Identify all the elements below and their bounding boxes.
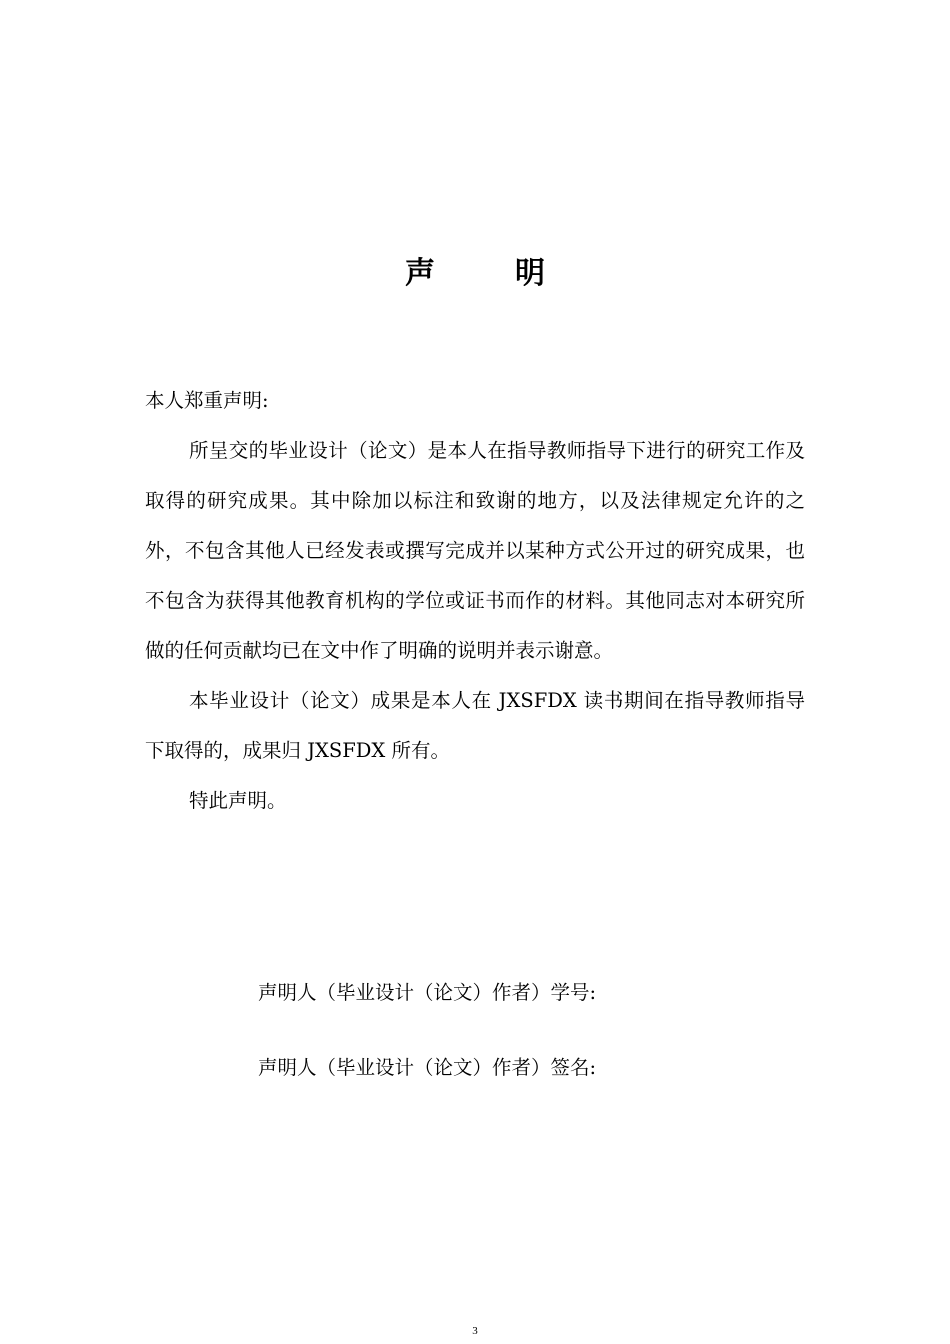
declaration-paragraph-2: 本毕业设计（论文）成果是本人在 JXSFDX 读书期间在指导教师指导下取得的，成果归 JXSFDX 所有。 (145, 689, 805, 762)
signature-label: 声明人（毕业设计（论文）作者）签名: (258, 1056, 597, 1079)
page-title (0, 248, 950, 292)
declaration-closing: 特此声明。 (189, 789, 287, 812)
page-number: 3 (472, 1325, 478, 1337)
declaration-body (145, 376, 805, 826)
title-char-1: 声 (405, 256, 435, 291)
declaration-opening: 本人郑重声明: (145, 389, 269, 412)
student-id-label: 声明人（毕业设计（论文）作者）学号: (258, 981, 597, 1004)
title-char-2: 明 (515, 256, 545, 291)
declaration-paragraph-1: 所呈交的毕业设计（论文）是本人在指导教师指导下进行的研究工作及取得的研究成果。其中除加以标注和致谢的地方，以及法律规定允许的之外，不包含其他人已经发表或撰写完成并以某种方式公开过的研究成果，也不包含为获得其他教育机构的学位或证书而作的材料。其他同志对本研究所做的任何贡献均已在文中作了明确的说明并表示谢意。 (145, 439, 805, 662)
